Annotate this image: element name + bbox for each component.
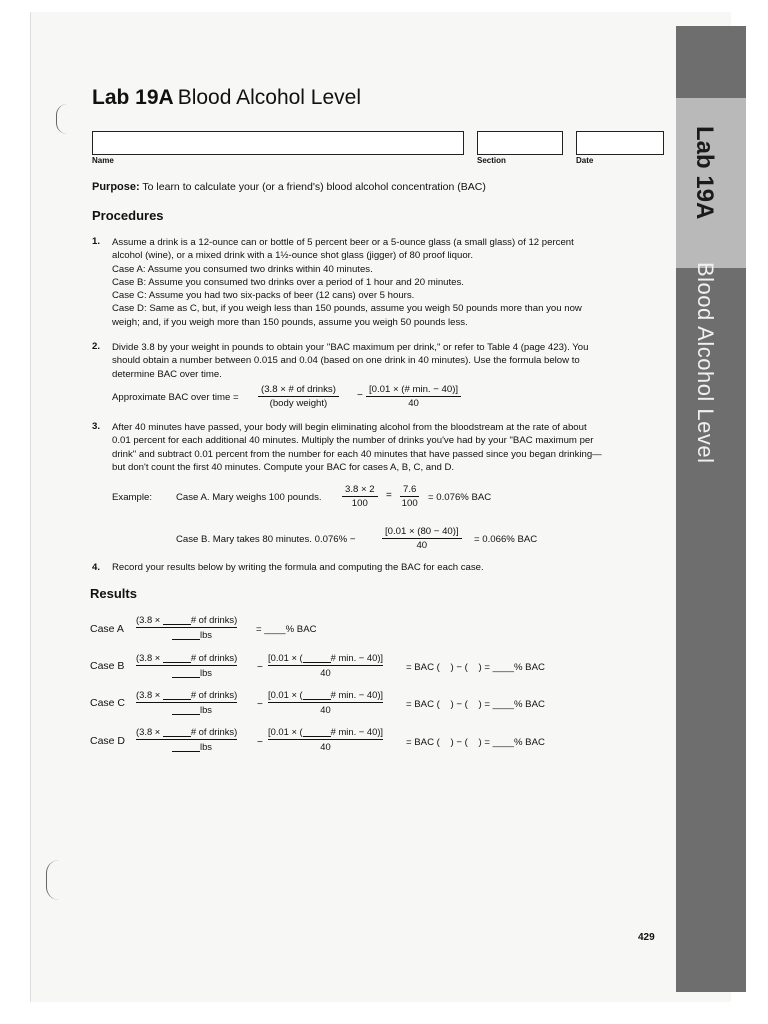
- weight-blank[interactable]: [172, 668, 200, 678]
- minutes-blank[interactable]: [303, 690, 331, 700]
- example-a-fraction-2: [400, 484, 419, 509]
- fraction-numerator: 7.6: [400, 484, 419, 497]
- case-d-fraction: [136, 726, 237, 752]
- drinks-blank[interactable]: [163, 653, 191, 663]
- formula-denominator: (body weight): [269, 398, 328, 409]
- fraction-numerator-suffix: # of drinks): [190, 614, 238, 625]
- case-b-result[interactable]: = BAC ( ) − ( ) = ____% BAC: [406, 662, 545, 673]
- step-number: 3.: [92, 421, 101, 432]
- fraction-numerator: [0.01 × (80 − 40)]: [382, 526, 462, 539]
- fraction-denominator: 100: [351, 498, 368, 509]
- step2-line: should obtain a number between 0.015 and 0.04 (based on one drink in 40 minutes). Use the formula below to: [112, 355, 580, 367]
- results-heading: Results: [90, 586, 137, 601]
- case-c-fraction: [136, 689, 237, 715]
- step1-line: Case A: Assume you consumed two drinks within 40 minutes.: [112, 263, 373, 275]
- page-sheet: [30, 12, 731, 1002]
- weight-blank[interactable]: [172, 742, 200, 752]
- purpose-text: To learn to calculate your (or a friend's) blood alcohol concentration (BAC): [142, 181, 486, 193]
- page-curl-mark: [46, 860, 59, 900]
- minus-sign: −: [357, 390, 363, 401]
- formula-denominator: 40: [408, 398, 419, 409]
- step-number: 4.: [92, 562, 101, 573]
- date-label: Date: [576, 156, 594, 165]
- example-b-fraction: [382, 526, 462, 551]
- step2-line: Divide 3.8 by your weight in pounds to obtain your "BAC maximum per drink," or refer to Table 4 (page 423). You: [112, 342, 589, 353]
- title-topic: Blood Alcohol Level: [177, 86, 362, 109]
- case-c-sub-fraction: [268, 689, 383, 715]
- formula-label: Approximate BAC over time =: [112, 392, 239, 403]
- minutes-blank[interactable]: [303, 653, 331, 663]
- case-c-result[interactable]: = BAC ( ) − ( ) = ____% BAC: [406, 699, 545, 710]
- fraction-numerator-prefix: (3.8 ×: [136, 726, 161, 737]
- case-label: Case C: [90, 697, 126, 709]
- step3-line: 0.01 percent for each additional 40 minutes. Multiply the number of drinks you've had by your "BAC maximum per: [112, 435, 594, 447]
- case-d-sub-fraction: [268, 726, 383, 752]
- case-d-result[interactable]: = BAC ( ) − ( ) = ____% BAC: [406, 737, 545, 748]
- step-number: 1.: [92, 236, 101, 247]
- step1-line: weigh; and, if you weigh more than 150 pounds, assume you weigh 50 pounds less.: [112, 316, 468, 328]
- step3-line: drink" and subtract 0.01 percent from the number for each 40 minutes that have passed since you began drinking—: [112, 448, 602, 460]
- formula-numerator: (3.8 × # of drinks): [258, 384, 339, 397]
- fraction-denominator: lbs: [200, 629, 212, 640]
- side-tab-lab: Lab 19A: [691, 126, 718, 220]
- fraction-numerator-suffix: # of drinks): [190, 726, 238, 737]
- step2-text: [112, 341, 657, 381]
- step1-line: alcohol (wine), or a mixed drink with a 1½-ounce shot glass (jigger) of 80 proof liquor.: [112, 250, 474, 262]
- name-field[interactable]: [92, 131, 464, 155]
- purpose-label: Purpose:: [92, 181, 140, 193]
- step3-text: [112, 421, 657, 474]
- formula-numerator: [0.01 × (# min. − 40)]: [366, 384, 461, 397]
- page-curl-mark: [56, 104, 67, 134]
- minus-sign: −: [257, 737, 263, 748]
- step-number: 2.: [92, 341, 101, 352]
- fraction-denominator: 40: [320, 741, 331, 752]
- fraction-numerator-prefix: (3.8 ×: [136, 689, 161, 700]
- example-case-b: Case B. Mary takes 80 minutes. 0.076% −: [176, 534, 356, 545]
- fraction-denominator: 40: [320, 667, 331, 678]
- fraction-numerator-prefix: [0.01 × (: [268, 726, 303, 737]
- fraction-numerator-prefix: (3.8 ×: [136, 652, 161, 663]
- fraction-numerator-prefix: [0.01 × (: [268, 652, 303, 663]
- step2-line: determine BAC over time.: [112, 368, 222, 380]
- side-tab: [676, 26, 746, 992]
- title-lab: Lab 19A: [92, 86, 174, 109]
- minus-sign: −: [257, 662, 263, 673]
- step1-line: Case B: Assume you consumed two drinks over a period of 1 hour and 20 minutes.: [112, 276, 464, 288]
- weight-blank[interactable]: [172, 630, 200, 640]
- date-field[interactable]: [576, 131, 664, 155]
- case-label: Case A: [90, 623, 124, 635]
- section-label: Section: [477, 156, 506, 165]
- step1-line: Case C: Assume you had two six-packs of beer (12 cans) over 5 hours.: [112, 290, 415, 302]
- fraction-numerator-suffix: # of drinks): [190, 689, 238, 700]
- example-case-a: Case A. Mary weighs 100 pounds.: [176, 492, 322, 503]
- example-label: Example:: [112, 492, 152, 503]
- step4-text: Record your results below by writing the formula and computing the BAC for each case.: [112, 562, 484, 573]
- fraction-numerator-suffix: # min. − 40)]: [330, 726, 384, 737]
- step3-line: After 40 minutes have passed, your body will begin eliminating alcohol from the bloodstream at the rate of about: [112, 422, 587, 433]
- fraction-numerator-prefix: [0.01 × (: [268, 689, 303, 700]
- procedures-heading: Procedures: [92, 208, 164, 223]
- formula-fraction-2: [366, 384, 461, 409]
- example-a-result: = 0.076% BAC: [428, 492, 492, 503]
- fraction-numerator: 3.8 × 2: [342, 484, 378, 497]
- example-b-result: = 0.066% BAC: [474, 534, 538, 545]
- page-title: [92, 86, 361, 110]
- step1-text: [112, 236, 657, 329]
- formula-fraction-1: [258, 384, 339, 409]
- step1-line: Case D: Same as C, but, if you weigh less than 150 pounds, assume you weigh 50 pounds more than you now: [112, 303, 582, 315]
- page-number: 429: [638, 932, 655, 943]
- drinks-blank[interactable]: [163, 690, 191, 700]
- case-label: Case D: [90, 735, 126, 747]
- side-tab-topic: Blood Alcohol Level: [693, 262, 718, 464]
- weight-blank[interactable]: [172, 705, 200, 715]
- fraction-denominator: lbs: [200, 667, 212, 678]
- example-a-fraction-1: [342, 484, 378, 509]
- case-b-fraction: [136, 652, 237, 678]
- fraction-numerator-suffix: # min. − 40)]: [330, 689, 384, 700]
- fraction-denominator: 40: [416, 540, 428, 551]
- purpose: [92, 181, 486, 193]
- drinks-blank[interactable]: [163, 615, 191, 625]
- fraction-numerator-suffix: # min. − 40)]: [330, 652, 384, 663]
- fraction-numerator-prefix: (3.8 ×: [136, 614, 161, 625]
- fraction-denominator: 40: [320, 704, 331, 715]
- minus-sign: −: [257, 699, 263, 710]
- case-label: Case B: [90, 660, 125, 672]
- step1-line: Assume a drink is a 12-ounce can or bottle of 5 percent beer or a 5-ounce glass (a small glass) of 12 percent: [112, 237, 574, 248]
- equals-sign: =: [386, 490, 392, 501]
- fraction-numerator-suffix: # of drinks): [190, 652, 238, 663]
- case-a-result[interactable]: = ____% BAC: [256, 624, 317, 635]
- fraction-denominator: 100: [401, 498, 418, 509]
- fraction-denominator: lbs: [200, 741, 212, 752]
- case-a-fraction: [136, 614, 237, 640]
- drinks-blank[interactable]: [163, 727, 191, 737]
- name-label: Name: [92, 156, 114, 165]
- fraction-denominator: lbs: [200, 704, 212, 715]
- step3-line: but don't count the first 40 minutes. Compute your BAC for cases A, B, C, and D.: [112, 461, 455, 473]
- section-field[interactable]: [477, 131, 563, 155]
- minutes-blank[interactable]: [303, 727, 331, 737]
- case-b-sub-fraction: [268, 652, 383, 678]
